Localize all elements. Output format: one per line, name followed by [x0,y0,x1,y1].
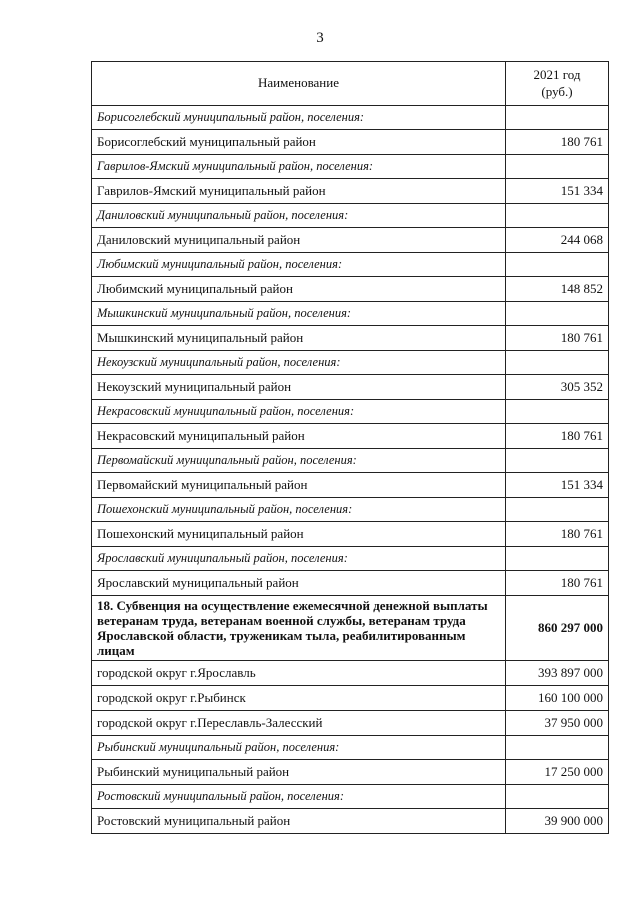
column-header-name: Наименование [92,62,506,106]
row-name: Первомайский муниципальный район, поселения: [92,449,506,473]
row-name: Даниловский муниципальный район, поселения: [92,204,506,228]
row-value: 393 897 000 [506,661,609,686]
row-name: Ростовский муниципальный район, поселения: [92,785,506,809]
group-header-row [92,400,609,424]
row-value: 39 900 000 [506,809,609,834]
row-name: Пошехонский муниципальный район [92,522,506,547]
table-row [92,473,609,498]
row-value [506,736,609,760]
row-value: 37 950 000 [506,711,609,736]
group-header-row [92,302,609,326]
row-value: 244 068 [506,228,609,253]
row-name: городской округ г.Ярославль [92,661,506,686]
row-name: 18. Субвенция на осуществление ежемесячной денежной выплаты ветеранам труда, ветеранам военной службы, ветеранам труда Ярославской области, труженикам тыла, реабилитированным лицам [92,596,506,661]
row-name: Ростовский муниципальный район [92,809,506,834]
row-value: 180 761 [506,130,609,155]
row-value: 180 761 [506,326,609,351]
row-name: Любимский муниципальный район, поселения: [92,253,506,277]
group-header-row [92,736,609,760]
row-value [506,547,609,571]
row-name: Рыбинский муниципальный район, поселения: [92,736,506,760]
row-name: Рыбинский муниципальный район [92,760,506,785]
section-total-row [92,596,609,661]
row-name: Некрасовский муниципальный район, поселения: [92,400,506,424]
row-value: 860 297 000 [506,596,609,661]
row-name: Ярославский муниципальный район [92,571,506,596]
row-value [506,449,609,473]
row-value [506,204,609,228]
row-value: 160 100 000 [506,686,609,711]
row-value: 17 250 000 [506,760,609,785]
table-row [92,228,609,253]
group-header-row [92,351,609,375]
row-name: Некоузский муниципальный район, поселения: [92,351,506,375]
row-name: Даниловский муниципальный район [92,228,506,253]
column-header-unit: (руб.) [541,83,573,99]
row-name: Борисоглебский муниципальный район [92,130,506,155]
row-name: Борисоглебский муниципальный район, поселения: [92,106,506,130]
group-header-row [92,498,609,522]
group-header-row [92,204,609,228]
group-header-row [92,253,609,277]
row-name: Некрасовский муниципальный район [92,424,506,449]
table-row [92,326,609,351]
row-value: 180 761 [506,522,609,547]
row-name: Некоузский муниципальный район [92,375,506,400]
row-name: Ярославский муниципальный район, поселения: [92,547,506,571]
group-header-row [92,449,609,473]
row-name: Мышкинский муниципальный район [92,326,506,351]
row-name: Мышкинский муниципальный район, поселения: [92,302,506,326]
row-value: 305 352 [506,375,609,400]
row-value: 148 852 [506,277,609,302]
row-value [506,302,609,326]
row-name: Пошехонский муниципальный район, поселения: [92,498,506,522]
row-value [506,498,609,522]
table-row [92,375,609,400]
table-row [92,661,609,686]
row-value [506,155,609,179]
table-row [92,686,609,711]
group-header-row [92,785,609,809]
row-name: Гаврилов-Ямский муниципальный район, поселения: [92,155,506,179]
row-name: Гаврилов-Ямский муниципальный район [92,179,506,204]
row-name: Первомайский муниципальный район [92,473,506,498]
row-value [506,351,609,375]
row-name: городской округ г.Переславль-Залесский [92,711,506,736]
group-header-row [92,547,609,571]
row-value: 151 334 [506,179,609,204]
row-value [506,253,609,277]
column-header-year: 2021 год [533,66,581,82]
table-row [92,522,609,547]
column-header-value [506,62,609,106]
row-name: городской округ г.Рыбинск [92,686,506,711]
table-header-row [92,62,609,106]
table-row [92,760,609,785]
row-value: 151 334 [506,473,609,498]
table-row [92,179,609,204]
group-header-row [92,155,609,179]
table-row [92,130,609,155]
table-row [92,571,609,596]
table-row [92,711,609,736]
table-row [92,809,609,834]
row-value: 180 761 [506,571,609,596]
row-value: 180 761 [506,424,609,449]
row-value [506,785,609,809]
table-row [92,424,609,449]
page-number: 3 [316,30,324,46]
table-body [92,106,609,834]
row-value [506,400,609,424]
group-header-row [92,106,609,130]
row-value [506,106,609,130]
table-row [92,277,609,302]
subvention-table [91,61,609,834]
row-name: Любимский муниципальный район [92,277,506,302]
